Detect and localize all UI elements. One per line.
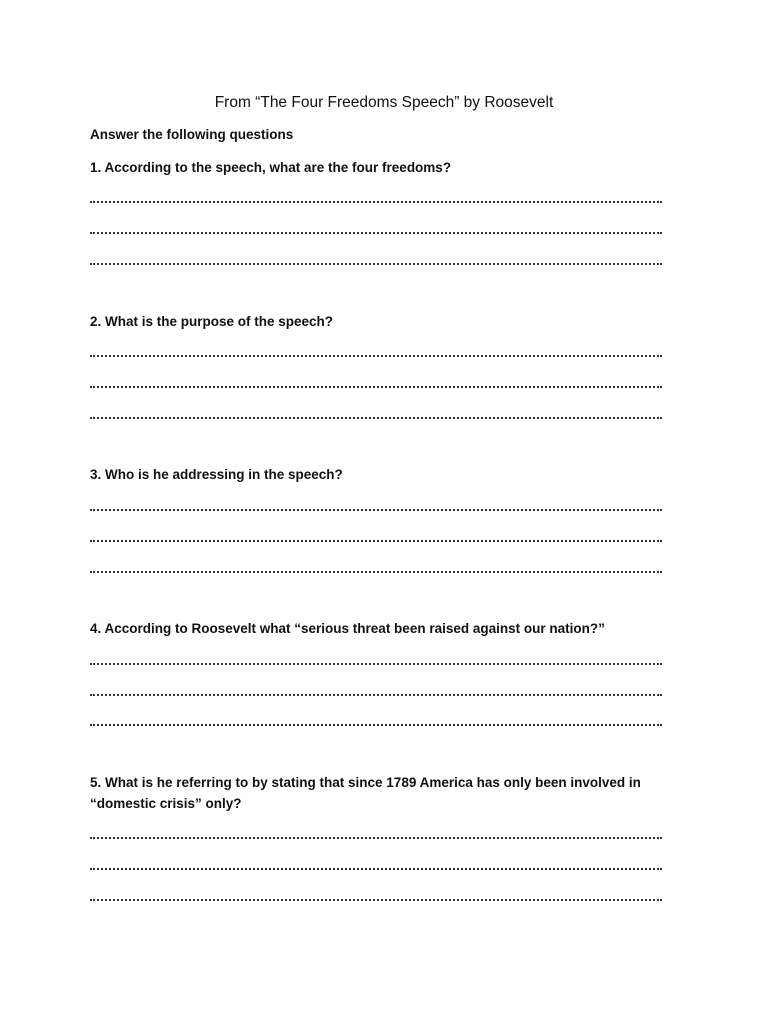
answer-line[interactable] <box>90 694 662 696</box>
answer-line[interactable] <box>90 724 662 726</box>
answer-line[interactable] <box>90 386 662 388</box>
worksheet-title: From “The Four Freedoms Speech” by Roosevelt <box>214 94 554 111</box>
answer-line[interactable] <box>90 899 662 901</box>
question-5-text: 5. What is he referring to by stating that since 1789 America has only been involved in “domestic crisis” only? <box>90 775 641 811</box>
answer-line[interactable] <box>90 868 662 870</box>
question-3 <box>90 464 670 485</box>
question-1 <box>90 157 670 178</box>
question-2 <box>90 311 670 332</box>
answer-line[interactable] <box>90 263 662 265</box>
answer-line[interactable] <box>90 232 662 234</box>
answer-line[interactable] <box>90 509 662 511</box>
question-4 <box>90 618 670 639</box>
answer-line[interactable] <box>90 201 662 203</box>
answer-line[interactable] <box>90 663 662 665</box>
answer-line[interactable] <box>90 417 662 419</box>
answer-line[interactable] <box>90 355 662 357</box>
question-3-text: 3. Who is he addressing in the speech? <box>90 467 343 482</box>
answer-line[interactable] <box>90 571 662 573</box>
answer-line[interactable] <box>90 837 662 839</box>
question-1-text: 1. According to the speech, what are the four freedoms? <box>90 160 452 175</box>
question-5 <box>90 772 670 814</box>
instruction-text: Answer the following questions <box>90 127 294 142</box>
answer-line[interactable] <box>90 540 662 542</box>
question-2-text: 2. What is the purpose of the speech? <box>90 314 334 329</box>
question-4-text: 4. According to Roosevelt what “serious threat been raised against our nation?” <box>90 621 605 636</box>
